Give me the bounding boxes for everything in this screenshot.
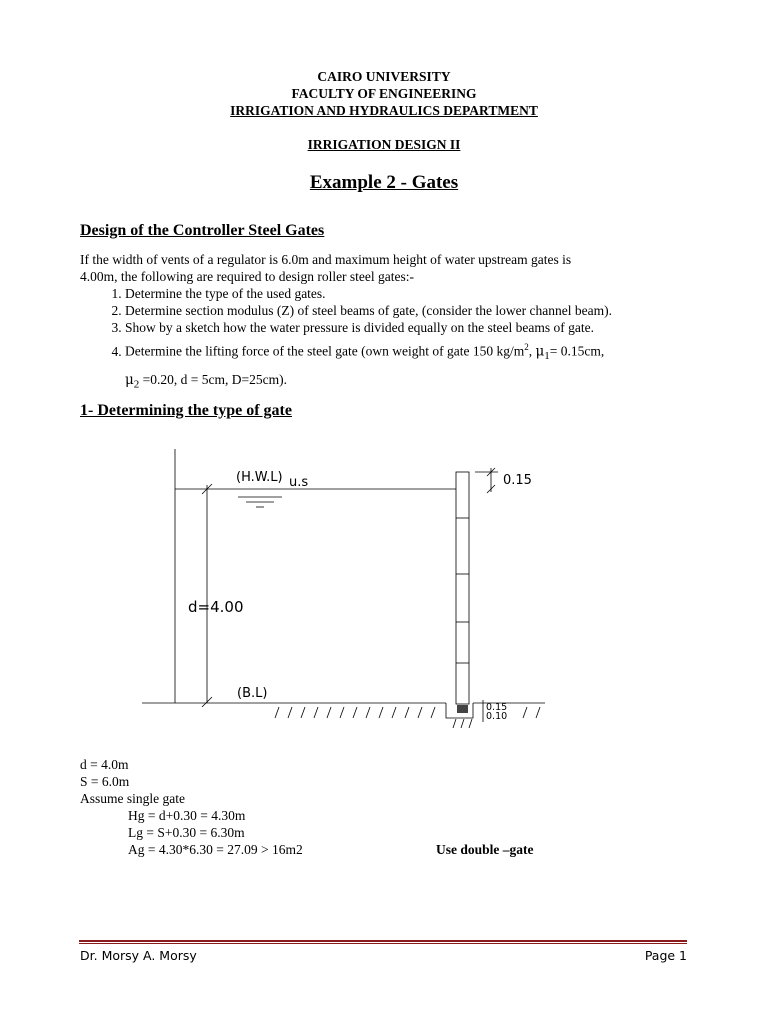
calc-hg: Hg = d+0.30 = 4.30m xyxy=(128,808,246,823)
req4-comma: , xyxy=(528,343,536,359)
list-item: 1. Determine the type of the used gates. xyxy=(125,285,700,302)
intro-line: If the width of vents of a regulator is 6.0m and maximum height of water upstream gates is xyxy=(80,252,572,267)
subsection-title: 1- Determining the type of gate xyxy=(80,402,292,419)
list-item: 3. Show by a sketch how the water pressure is divided equally on the steel beams of gate. xyxy=(125,319,700,336)
calc-assume: Assume single gate xyxy=(80,791,185,806)
hwl-label: (H.W.L) xyxy=(236,470,283,485)
sill-label-2: 0.10 xyxy=(486,711,508,722)
intro-line: 4.00m, the following are required to design roller steel gates:- xyxy=(80,269,415,284)
gate-seal xyxy=(457,705,468,713)
bed-label: (B.L) xyxy=(237,686,268,701)
mu1-value: = 0.15cm, xyxy=(549,343,605,359)
req4-text: Determine the lifting force of the steel gate (own weight of gate 150 kg/m xyxy=(125,343,525,359)
steel-gate xyxy=(456,472,469,704)
calc-lg: Lg = S+0.30 = 6.30m xyxy=(128,825,245,840)
sill-label-1: 0.15 xyxy=(486,702,508,713)
freeboard-label: 0.15 xyxy=(503,473,532,488)
mu1-sub: 1 xyxy=(544,350,550,363)
page-title: Example 2 - Gates xyxy=(309,172,459,193)
list-item: 2. Determine section modulus (Z) of steel beams of gate, (consider the lower channel beam). xyxy=(125,302,700,319)
faculty-name: FACULTY OF ENGINEERING xyxy=(291,86,477,101)
footer-rule xyxy=(79,943,687,944)
depth-label: d=4.00 xyxy=(188,598,244,616)
mu-symbol: μ xyxy=(535,343,545,360)
course-name: IRRIGATION DESIGN II xyxy=(307,137,461,152)
section-title: Design of the Controller Steel Gates xyxy=(80,222,325,239)
footer-author: Dr. Morsy A. Morsy xyxy=(80,948,197,963)
footer-rule xyxy=(79,940,687,942)
calc-s: S = 6.0m xyxy=(80,774,130,789)
calc-d: d = 4.0m xyxy=(80,757,129,772)
us-label: u.s xyxy=(289,475,309,490)
mu-symbol: μ xyxy=(125,372,134,389)
calc-conclusion: Use double –gate xyxy=(436,842,534,857)
req4-rest: =0.20, d = 5cm, D=25cm). xyxy=(139,372,287,388)
calc-ag: Ag = 4.30*6.30 = 27.09 > 16m2 xyxy=(128,842,303,857)
department-name: IRRIGATION AND HYDRAULICS DEPARTMENT xyxy=(230,103,538,118)
mu2-sub: 2 xyxy=(133,378,140,391)
university-name: CAIRO UNIVERSITY xyxy=(317,69,451,84)
req4-sup: 2 xyxy=(524,342,529,352)
footer-page-number: Page 1 xyxy=(644,948,687,963)
